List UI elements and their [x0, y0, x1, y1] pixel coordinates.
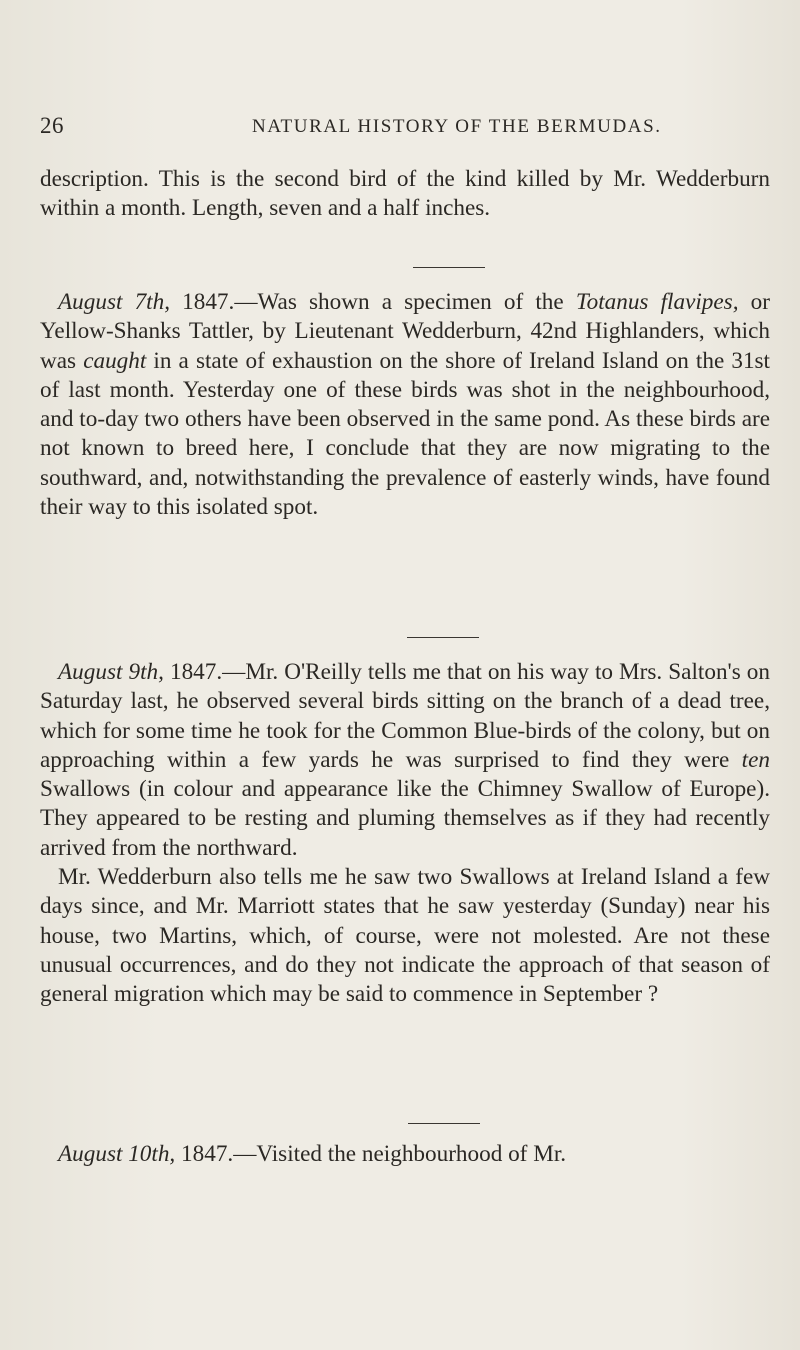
- entry-date: August 7th,: [58, 289, 170, 315]
- running-title: NATURAL HISTORY OF THE BERMUDAS.: [252, 116, 662, 137]
- species-name: Totanus flavipes,: [575, 289, 739, 315]
- entry-date: August 9th,: [58, 659, 164, 685]
- paragraph-2: August 7th, 1847.—Was shown a specimen of the Totanus flavipes, or Yellow-Shanks Tattler, by Lieutenant Wedderburn, 42nd Highlanders, which was caught in a state of exhaustion on the shore of Ireland Island on the 31st of last month. Yesterday one of these birds was shot in the neighbourhood, and to-day two others have been observed in the same pond. As these birds are not known to breed here, I conclude that they are now migrating to the southward, and, notwithstanding the prevalence of easterly winds, have found their way to this isolated spot.: [40, 289, 770, 521]
- paragraph-1-text: description. This is the second bird of the kind killed by Mr. Wedderburn within a month. Length, seven and a half inches.: [40, 166, 770, 222]
- running-head: [40, 113, 780, 143]
- section-divider: [413, 267, 485, 268]
- section-divider: [408, 1123, 480, 1124]
- paragraph-3: August 9th, 1847.—Mr. O'Reilly tells me that on his way to Mrs. Salton's on Saturday last, he observed several birds sitting on the branch of a dead tree, which for some time he took for the Common Blue-birds of the colony, but on approaching within a few yards he was surprised to find they were ten Swallows (in colour and appearance like the Chimney Swallow of Europe). They appeared to be resting and pluming themselves as if they had recently arrived from the northward. Mr. Wedderburn also tells me he saw two Swallows at Ireland Island a few days since, and Mr. Marriott states that he saw yesterday (Sunday) near his house, two Martins, which, of course, were not molested. Are not these unusual occurrences, and do they not indicate the approach of that season of general migration which may be said to commence in September ?: [40, 658, 770, 1010]
- entry-date: August 10th,: [58, 1141, 176, 1167]
- paragraph-4-text: Mr. Wedderburn also tells me he saw two Swallows at Ireland Island a few days since, and Mr. Marriott states that he saw yesterday (Sunday) near his house, two Martins, which, of course, were not molested. Are not these unusual occurrences, and do they not indicate the approach of that season of general migration which may be said to commence in September ?: [40, 864, 770, 1008]
- section-divider: [407, 637, 479, 638]
- paragraph-5: August 10th, 1847.—Visited the neighbourhood of Mr.: [58, 1141, 567, 1167]
- page-number: 26: [40, 113, 64, 138]
- paragraph-1: [40, 165, 770, 224]
